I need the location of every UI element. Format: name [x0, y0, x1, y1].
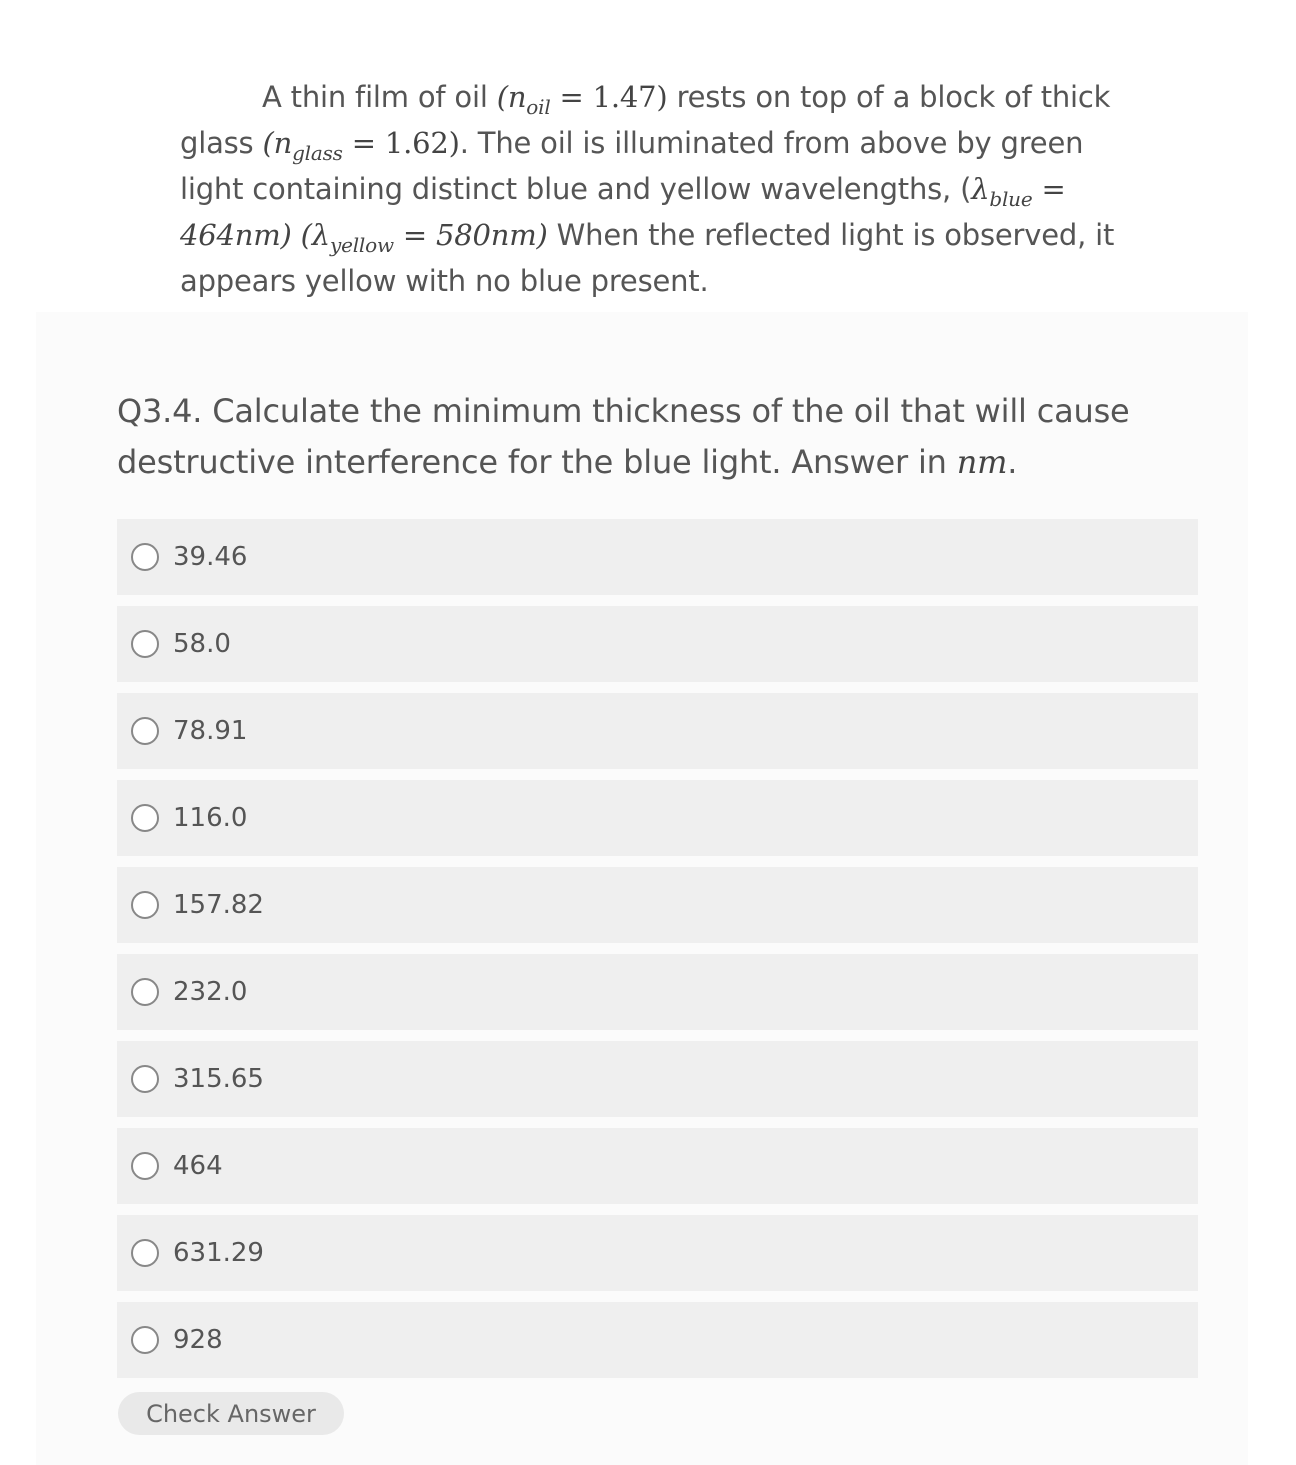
answer-option[interactable]	[117, 1128, 1198, 1204]
passage-text: rests on top of a block of thick glass	[180, 80, 1111, 160]
answer-option[interactable]	[117, 693, 1198, 769]
radio-button[interactable]	[131, 1152, 159, 1180]
math-n-glass: $(n_{glass} = 1.62)$	[262, 126, 460, 165]
answer-options	[117, 519, 1198, 1389]
math-lambda-yellow: $(\lambda_{yellow} = 580nm)$	[291, 218, 548, 257]
answer-option[interactable]	[117, 780, 1198, 856]
unit-nm: nm	[956, 443, 1008, 481]
option-label: 58.0	[173, 629, 231, 659]
option-label: 928	[173, 1325, 223, 1355]
passage-text: When the reflected light is observed, it appears yellow with no blue present.	[180, 218, 1115, 298]
answer-option[interactable]	[117, 606, 1198, 682]
radio-button[interactable]	[131, 978, 159, 1006]
radio-button[interactable]	[131, 1239, 159, 1267]
option-label: 232.0	[173, 977, 248, 1007]
radio-button[interactable]	[131, 543, 159, 571]
answer-option[interactable]	[117, 519, 1198, 595]
radio-button[interactable]	[131, 717, 159, 745]
radio-button[interactable]	[131, 630, 159, 658]
radio-button[interactable]	[131, 891, 159, 919]
passage-text: . The oil is illuminated from above by green light containing distinct blue and yellow wavelengths, (	[180, 126, 1084, 206]
check-answer-button[interactable]: Check Answer	[118, 1392, 344, 1435]
option-label: 39.46	[173, 542, 248, 572]
answer-option[interactable]	[117, 1215, 1198, 1291]
answer-option[interactable]	[117, 1302, 1198, 1378]
math-lambda-blue: $\lambda_{blue} = 464nm$)	[180, 172, 1066, 252]
option-label: 116.0	[173, 803, 248, 833]
answer-option[interactable]	[117, 1041, 1198, 1117]
radio-button[interactable]	[131, 804, 159, 832]
option-label: 464	[173, 1151, 223, 1181]
option-label: 78.91	[173, 716, 248, 746]
answer-option[interactable]	[117, 954, 1198, 1030]
option-label: 157.82	[173, 890, 264, 920]
option-label: 315.65	[173, 1064, 264, 1094]
question-text: Q3.4. Calculate the minimum thickness of the oil that will cause destructive interference for the blue light. Answer in nm.	[117, 392, 1130, 481]
answer-option[interactable]	[117, 867, 1198, 943]
radio-button[interactable]	[131, 1065, 159, 1093]
option-label: 631.29	[173, 1238, 264, 1268]
problem-passage	[180, 74, 1140, 304]
passage-text: A thin film of oil	[262, 80, 497, 114]
math-n-oil: $(n_{oil} = 1.47)$	[496, 80, 668, 119]
radio-button[interactable]	[131, 1326, 159, 1354]
